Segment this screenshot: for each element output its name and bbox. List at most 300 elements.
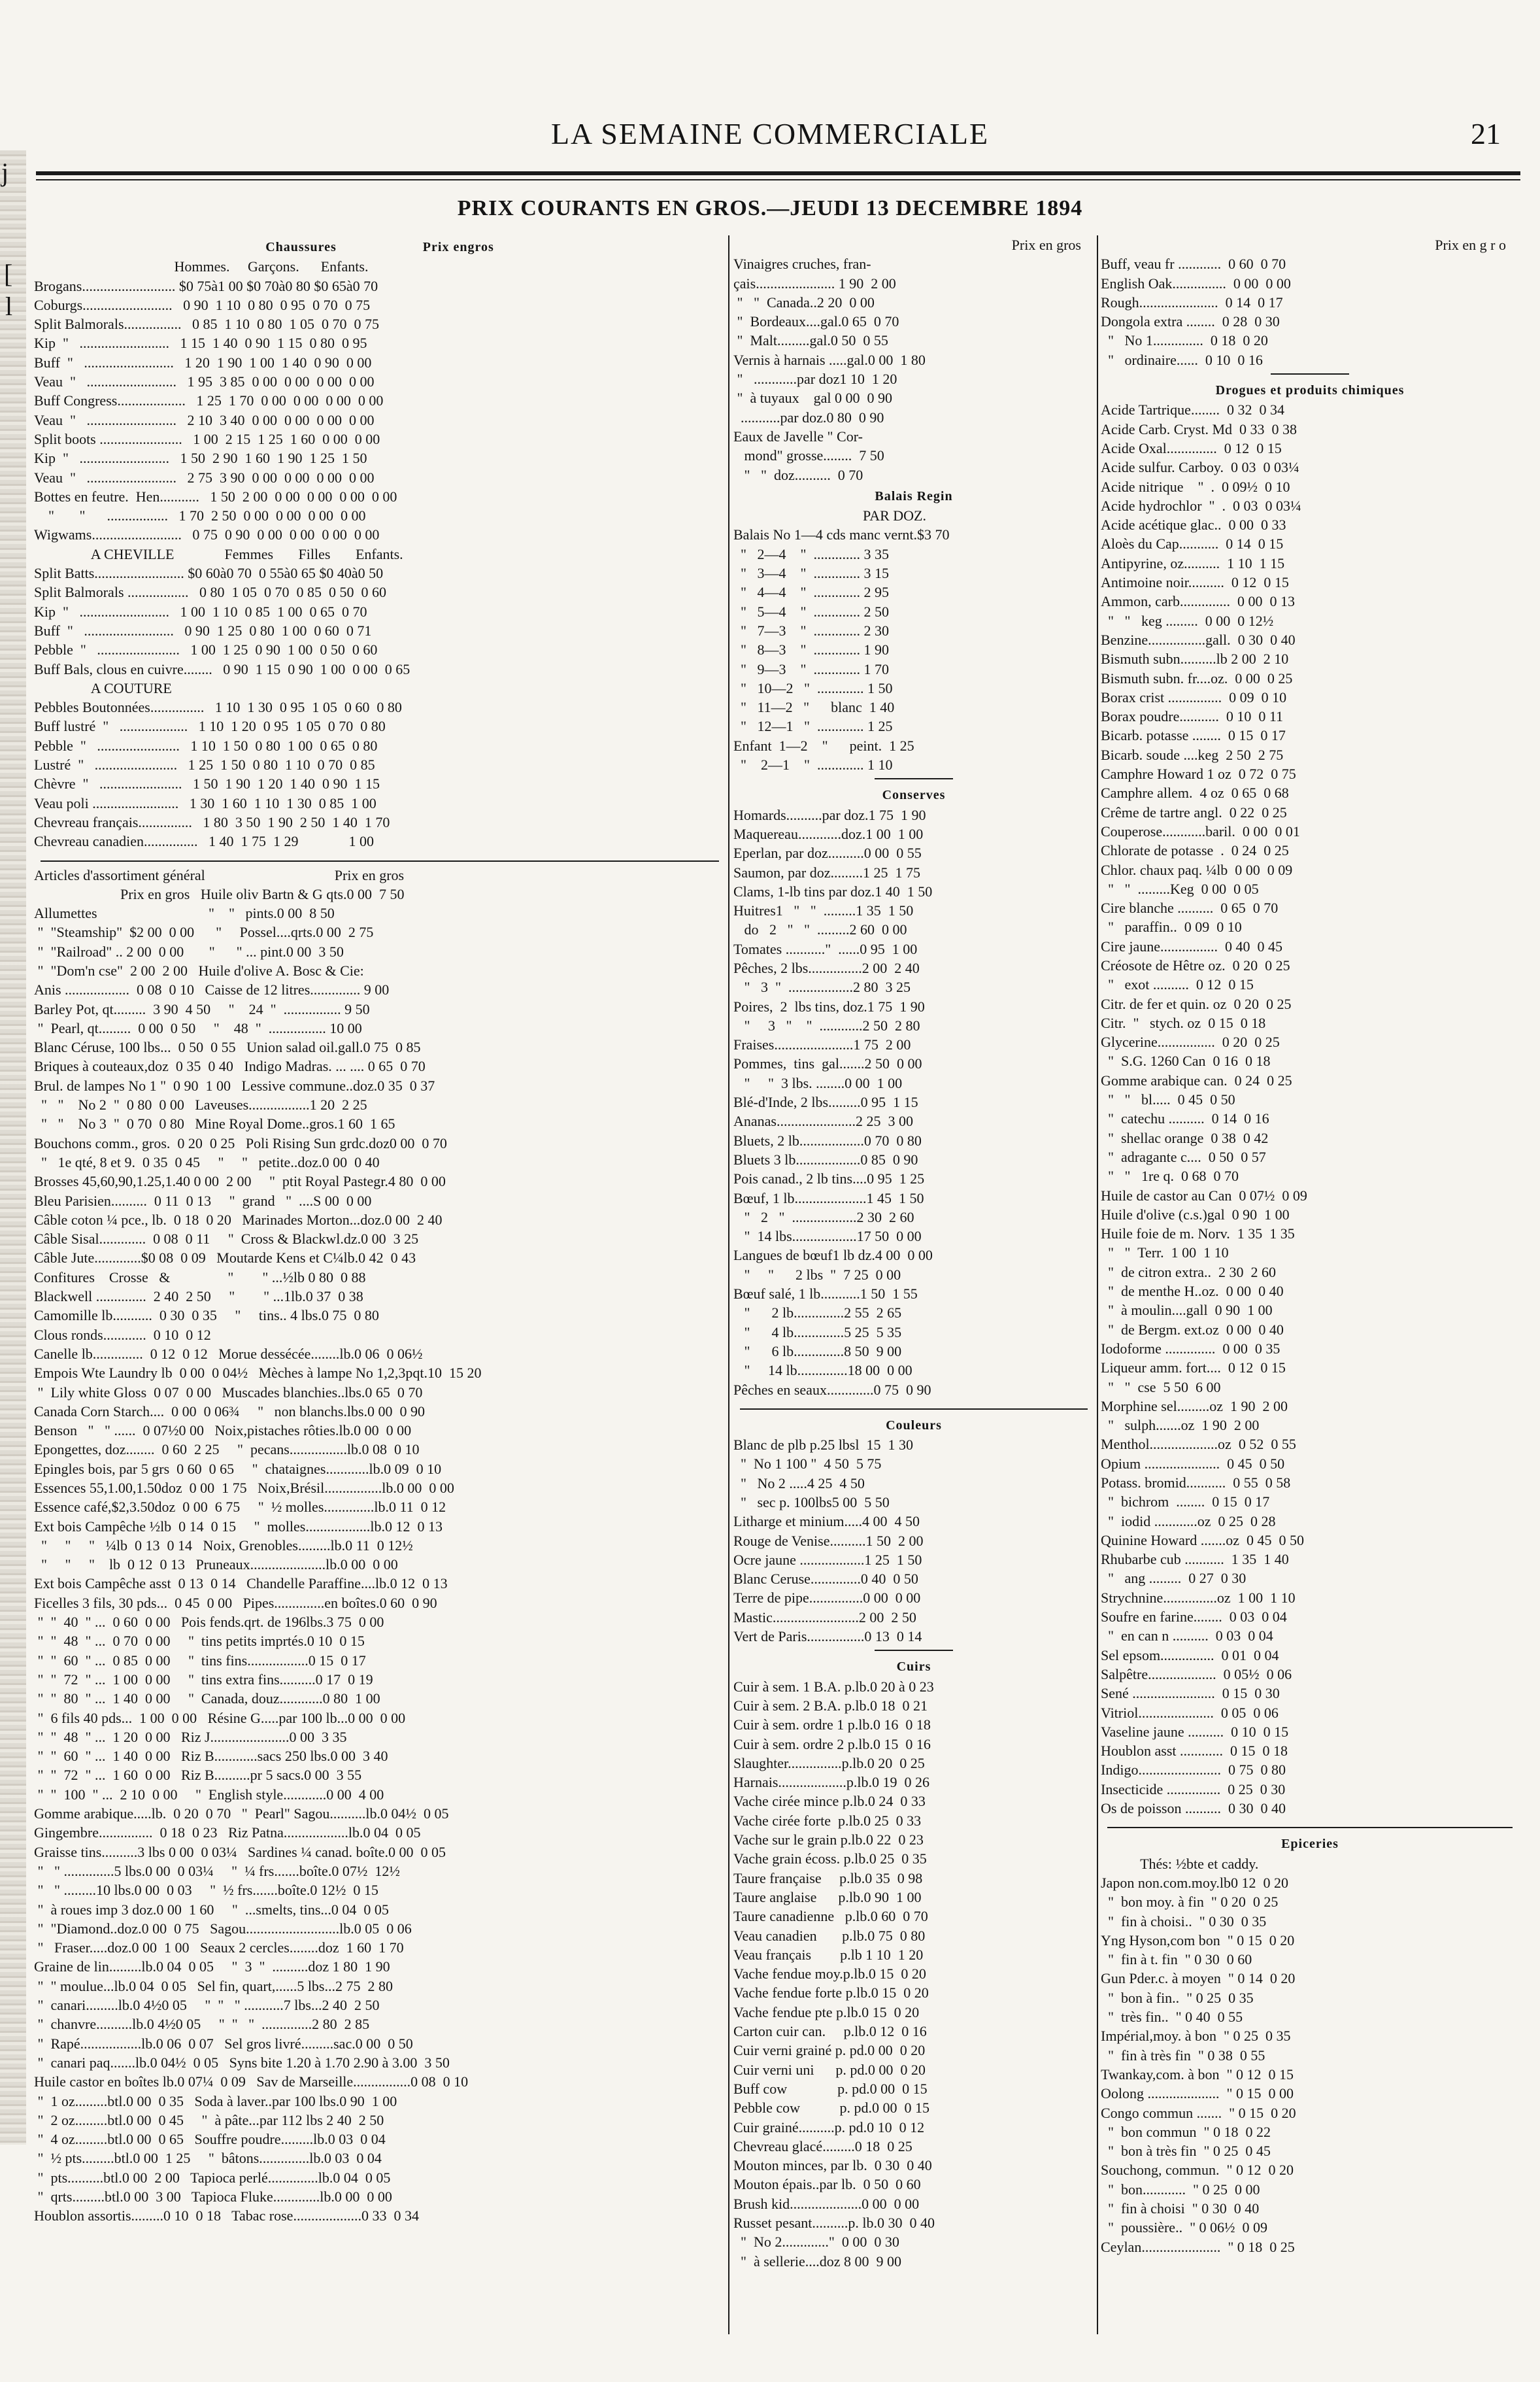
price-line: Brush kid....................0 00 0 00 <box>733 2195 920 2212</box>
price-line: " sec p. 100lbs5 00 5 50 <box>733 1494 890 1510</box>
price-line: Cuir à sem. 2 B.A. p.lb.0 18 0 21 <box>733 1697 928 1714</box>
price-line: Strychnine...............oz 1 00 1 10 <box>1101 1589 1296 1606</box>
price-line: Vitriol..................... 0 05 0 06 <box>1101 1704 1279 1721</box>
price-line: " bon à très fin " 0 25 0 45 <box>1101 2143 1271 2160</box>
price-line: " 14 lbs..................17 50 0 00 <box>733 1228 922 1245</box>
price-line: Mouton minces, par lb. 0 30 0 40 <box>733 2157 932 2174</box>
price-list-title: PRIX COURANTS EN GROS.—JEUDI 13 DECEMBRE 1894 <box>457 196 1083 220</box>
price-line: Slaughter...............p.lb.0 20 0 25 <box>733 1754 925 1771</box>
price-line: Russet pesant..........p. lb.0 30 0 40 <box>733 2214 935 2231</box>
price-line: Vache fendue forte p.lb.0 15 0 20 <box>733 1984 929 2001</box>
price-line: " fin à t. fin " 0 30 0 60 <box>1101 1951 1252 1968</box>
price-line: Chevreau glacé.........0 18 0 25 <box>733 2137 912 2154</box>
price-line: " Lily white Gloss 0 07 0 00 Muscades blanchies..lbs.0 65 0 70 <box>34 1384 423 1401</box>
price-line: " 12—1 " ............. 1 25 <box>733 718 893 735</box>
price-line: " 4—4 " ............. 2 95 <box>733 584 889 601</box>
price-line: Vache grain écoss. p.lb.0 25 0 35 <box>733 1850 927 1867</box>
price-line: " canari paq.......lb.0 04½ 0 05 Syns bite 1.20 à 1.70 2.90 à 3.00 3 50 <box>34 2054 450 2071</box>
margin-mark: [ <box>4 259 13 288</box>
price-line: Quinine Howard .......oz 0 45 0 50 <box>1101 1531 1305 1548</box>
price-line: " 14 lb..............18 00 0 00 <box>733 1362 912 1379</box>
price-line: Split boots ....................... 1 00 2 15 1 25 1 60 0 00 0 00 <box>34 430 380 447</box>
price-line: Cire jaune................ 0 40 0 45 <box>1101 938 1283 955</box>
price-line: Menthol...................oz 0 52 0 55 <box>1101 1436 1296 1453</box>
price-line: " 3 " ..................2 80 3 25 <box>733 979 911 996</box>
column-divider <box>1097 235 1098 2334</box>
price-line: " pts..........btl.0 00 2 00 Tapioca perlé..............lb.0 04 0 05 <box>34 2169 391 2186</box>
price-line: " " ..............5 lbs.0 00 0 03¼ " ¼ frs.......boîte.0 07½ 12½ <box>34 1862 400 1879</box>
section-heading: Chaussures Prix engros <box>265 240 494 254</box>
price-line: Bicarb. potasse ........ 0 15 0 17 <box>1101 727 1286 744</box>
price-line: Harnais...................p.lb.0 19 0 26 <box>733 1774 930 1791</box>
price-line: Kip " ......................... 1 15 1 40 0 90 1 15 0 80 0 95 <box>34 335 367 352</box>
section-rule <box>740 1399 1088 1410</box>
price-line: Congo commun ....... " 0 15 0 20 <box>1101 2104 1296 2121</box>
price-line: Vache sur le grain p.lb.0 22 0 23 <box>733 1831 924 1848</box>
price-line: Chlor. chaux paq. ¼lb 0 00 0 09 <box>1101 861 1293 878</box>
price-line: Pommes, tins gal.......2 50 0 00 <box>733 1055 922 1072</box>
price-line: Graisse tins..........3 lbs 0 00 0 03¼ Sardines ¼ canad. boîte.0 00 0 05 <box>34 1843 446 1860</box>
price-line: Buff Bals, clous en cuivre........ 0 90 1 15 0 90 1 00 0 00 0 65 <box>34 660 410 677</box>
price-line: " shellac orange 0 38 0 42 <box>1101 1129 1269 1146</box>
price-line: Blanc Ceruse..............0 40 0 50 <box>733 1571 918 1588</box>
price-line: " ordinaire...... 0 10 0 16 <box>1101 351 1263 368</box>
price-line: Carton cuir can. p.lb.0 12 0 16 <box>733 2023 927 2040</box>
price-line: Vinaigres cruches, fran- <box>733 256 871 273</box>
price-line: Benzine................gall. 0 30 0 40 <box>1101 631 1296 648</box>
price-line: Câble Jute.............$0 08 0 09 Moutarde Kens et C¼lb.0 42 0 43 <box>34 1250 416 1267</box>
price-line: Souchong, commun. " 0 12 0 20 <box>1101 2162 1294 2179</box>
price-line: " " 72 " ... 1 00 0 00 " tins extra fins..........0 17 0 19 <box>34 1671 373 1688</box>
price-heading: Prix en gros <box>1011 237 1081 253</box>
price-line: Clous ronds............ 0 10 0 12 <box>34 1326 211 1343</box>
price-line: " 9—3 " ............. 1 70 <box>733 660 889 677</box>
price-line: " fin à choisi " 0 30 0 40 <box>1101 2200 1260 2217</box>
price-line: Veau français p.lb 1 10 1 20 <box>733 1946 924 1963</box>
price-line: PAR DOZ. <box>733 507 926 524</box>
price-line: Ext bois Campêche asst 0 13 0 14 Chandelle Paraffine....lb.0 12 0 13 <box>34 1575 448 1592</box>
price-line: Wigwams......................... 0 75 0 90 0 00 0 00 0 00 0 00 <box>34 526 380 543</box>
price-line: " Rapé.................lb.0 06 0 07 Sel gros livré.........sac.0 00 0 50 <box>34 2035 413 2052</box>
price-line: Gomme arabique.....lb. 0 20 0 70 " Pearl" Sagou..........lb.0 04½ 0 05 <box>34 1805 449 1822</box>
price-line: Vaseline jaune .......... 0 10 0 15 <box>1101 1723 1289 1740</box>
price-line: " 7—3 " ............. 2 30 <box>733 622 889 639</box>
price-line: " " moulue...lb.0 04 0 05 Sel fin, quart,......5 lbs...2 75 2 80 <box>34 1977 393 1994</box>
price-line: " " " lb 0 12 0 13 Pruneaux.....................lb.0 00 0 00 <box>34 1556 398 1573</box>
price-line: Japon non.com.moy.lb0 12 0 20 <box>1101 1874 1288 1891</box>
price-line: Câble Sisal............. 0 08 0 11 " Cross & Blackwl.dz.0 00 3 25 <box>34 1231 419 1248</box>
price-line: Antimoine noir.......... 0 12 0 15 <box>1101 574 1289 591</box>
price-line: " paraffin.. 0 09 0 10 <box>1101 919 1242 936</box>
price-line: Eaux de Javelle " Cor- <box>733 428 863 445</box>
price-line: " 3—4 " ............. 3 15 <box>733 565 889 582</box>
price-line: Opium ..................... 0 45 0 50 <box>1101 1455 1285 1472</box>
price-line: Cuir verni grainé p. pd.0 00 0 20 <box>733 2042 926 2059</box>
price-line: Split Batts......................... $0 60à0 70 0 55à0 65 $0 40à0 50 <box>34 565 384 582</box>
price-line: " " 48 " ... 0 70 0 00 " tins petits imprtés.0 10 0 15 <box>34 1633 365 1650</box>
price-line: " " bl..... 0 45 0 50 <box>1101 1091 1235 1108</box>
price-line: " sulph.......oz 1 90 2 00 <box>1101 1417 1260 1434</box>
price-line: " No 1 100 " 4 50 5 75 <box>733 1455 882 1472</box>
price-line: " 6 fils 40 pds... 1 00 0 00 Résine G.....par 100 lb...0 00 0 00 <box>34 1709 406 1726</box>
price-line: Vache cirée mince p.lb.0 24 0 33 <box>733 1793 926 1810</box>
price-line: " très fin.. " 0 40 0 55 <box>1101 2009 1243 2026</box>
price-line: Buff cow p. pd.0 00 0 15 <box>733 2080 928 2097</box>
price-line: Camphre Howard 1 oz 0 72 0 75 <box>1101 766 1296 783</box>
price-line: " " .........10 lbs.0 00 0 03 " ½ frs.......boîte.0 12½ 0 15 <box>34 1882 378 1899</box>
margin-mark: l <box>5 292 13 321</box>
price-line: " Malt.........gal.0 50 0 55 <box>733 332 888 349</box>
price-line: Bluets 3 lb..................0 85 0 90 <box>733 1151 918 1168</box>
price-line: Ammon, carb.............. 0 00 0 13 <box>1101 593 1295 610</box>
price-line: " fin à choisi.. " 0 30 0 35 <box>1101 1913 1267 1930</box>
price-line: " à moulin....gall 0 90 1 00 <box>1101 1302 1273 1319</box>
price-line: Insecticide ............... 0 25 0 30 <box>1101 1780 1286 1797</box>
price-line: Glycerine................ 0 20 0 25 <box>1101 1034 1280 1051</box>
price-line: " à sellerie....doz 8 00 9 00 <box>733 2253 902 2270</box>
price-line: " bichrom ........ 0 15 0 17 <box>1101 1493 1270 1510</box>
price-line: " 1e qté, 8 et 9. 0 35 0 45 " " petite..doz.0 00 0 40 <box>34 1153 380 1170</box>
price-line: Vert de Paris................0 13 0 14 <box>733 1628 922 1645</box>
price-line: Acide hydrochlor " . 0 03 0 03¼ <box>1101 497 1301 514</box>
price-line: Antipyrine, oz.......... 1 10 1 15 <box>1101 554 1285 571</box>
price-line: Chevreau français............... 1 80 3 50 1 90 2 50 1 40 1 70 <box>34 813 390 830</box>
price-line: " " 60 " ... 1 40 0 00 Riz B............sacs 250 lbs.0 00 3 40 <box>34 1748 388 1765</box>
price-line: " " cse 5 50 6 00 <box>1101 1378 1221 1395</box>
price-line: " " 3 lbs. ........0 00 1 00 <box>733 1074 903 1091</box>
price-line: Benson " " ...... 0 07½0 00 Noix,pistaches rôties.lb.0 00 0 00 <box>34 1422 412 1439</box>
price-line: Borax crist ............... 0 09 0 10 <box>1101 689 1287 706</box>
price-line: Cuir verni uni p. pd.0 00 0 20 <box>733 2061 926 2078</box>
price-line: Coburgs......................... 0 90 1 10 0 80 0 95 0 70 0 75 <box>34 296 371 313</box>
price-line: Iodoforme .............. 0 00 0 35 <box>1101 1340 1281 1357</box>
price-line: Huile foie de m. Norv. 1 35 1 35 <box>1101 1225 1295 1242</box>
price-line: Bismuth subn. fr....oz. 0 00 0 25 <box>1101 670 1293 687</box>
price-line: Acide nitrique " . 0 09½ 0 10 <box>1101 478 1290 495</box>
price-line: " qrts.........btl.0 00 3 00 Tapioca Fluke.............lb.0 00 0 00 <box>34 2188 392 2205</box>
price-line: Cuir à sem. ordre 2 p.lb.0 15 0 16 <box>733 1735 931 1752</box>
price-line: Blackwell .............. 2 40 2 50 " " ...1lb.0 37 0 38 <box>34 1288 363 1305</box>
price-line: " catechu .......... 0 14 0 16 <box>1101 1110 1269 1127</box>
price-line: Bottes en feutre. Hen........... 1 50 2 00 0 00 0 00 0 00 0 00 <box>34 488 397 505</box>
short-rule <box>875 778 953 779</box>
column-drogues-epiceries <box>1101 235 1519 2256</box>
price-line: " de menthe H..oz. 0 00 0 40 <box>1101 1283 1284 1300</box>
price-line: Blanc de plb p.25 lbsl 15 1 30 <box>733 1437 913 1454</box>
price-line: Litharge et minium.....4 00 4 50 <box>733 1513 920 1530</box>
price-line: Sené ....................... 0 15 0 30 <box>1101 1685 1280 1702</box>
column-divider <box>728 235 729 2334</box>
price-line: Buff " ......................... 0 90 1 25 0 80 1 00 0 60 0 71 <box>34 622 372 639</box>
price-line: " 6 lb..............8 50 9 00 <box>733 1342 902 1359</box>
price-line: Oolong .................... " 0 15 0 00 <box>1101 2085 1294 2102</box>
column-chaussures-articles <box>34 235 726 2226</box>
price-line: Allumettes " " pints.0 00 8 50 <box>34 905 335 922</box>
price-line: Thés: ½bte et caddy. <box>1101 1855 1259 1872</box>
price-line: Brosses 45,60,90,1.25,1.40 0 00 2 00 " ptit Royal Pastegr.4 80 0 00 <box>34 1173 446 1190</box>
price-line: " No 2 .....4 25 4 50 <box>733 1474 865 1491</box>
price-line: " de Bergm. ext.oz 0 00 0 40 <box>1101 1321 1284 1338</box>
price-line: " à tuyaux gal 0 00 0 90 <box>733 390 892 407</box>
price-line: " No 2............." 0 00 0 30 <box>733 2234 899 2251</box>
section-heading: Balais Regin <box>875 488 953 503</box>
header-rule <box>36 171 1520 175</box>
price-line: " 5—4 " ............. 2 50 <box>733 603 889 620</box>
price-line: Bœuf, 1 lb....................1 45 1 50 <box>733 1189 924 1206</box>
price-line: " 4 lb..............5 25 5 35 <box>733 1323 902 1340</box>
price-line: " canari.........lb.0 4½0 05 " " " ...........7 lbs...2 40 2 50 <box>34 1997 380 2014</box>
price-line: ...........par doz.0 80 0 90 <box>733 409 884 426</box>
price-line: " "Diamond..doz.0 00 0 75 Sagou..........................lb.0 05 0 06 <box>34 1920 412 1937</box>
price-line: " poussière.. " 0 06½ 0 09 <box>1101 2219 1268 2236</box>
price-line: " "Steamship" $2 00 0 00 " Possel....qrts.0 00 2 75 <box>34 924 374 941</box>
price-line: Indigo....................... 0 75 0 80 <box>1101 1761 1286 1778</box>
price-line: Soufre en farine........ 0 03 0 04 <box>1101 1608 1287 1625</box>
price-line: " " doz.......... 0 70 <box>733 466 863 483</box>
price-line: Ananas......................2 25 3 00 <box>733 1113 913 1130</box>
price-line: " Fraser.....doz.0 00 1 00 Seaux 2 cercles........doz 1 60 1 70 <box>34 1939 404 1956</box>
price-line: " bon à fin.. " 0 25 0 35 <box>1101 1989 1254 2006</box>
price-line: Créosote de Hêtre oz. 0 20 0 25 <box>1101 957 1290 974</box>
section-heading: Drogues et produits chimiques <box>1215 383 1405 398</box>
price-line: Graine de lin.........lb.0 04 0 05 " 3 " ..........doz 1 80 1 90 <box>34 1958 390 1975</box>
price-line: Brul. de lampes No 1 " 0 90 1 00 Lessive commune..doz.0 35 0 37 <box>34 1077 435 1094</box>
price-line: " " 2 lbs " 7 25 0 00 <box>733 1266 901 1283</box>
section-rule <box>41 851 719 862</box>
price-line: Canada Corn Starch.... 0 00 0 06¾ " non blanchs.lbs.0 00 0 90 <box>34 1403 426 1420</box>
price-line: " Pearl, qt......... 0 00 0 50 " 48 " ................ 10 00 <box>34 1019 362 1036</box>
price-line: Couperose............baril. 0 00 0 01 <box>1101 823 1300 840</box>
price-line: Fraises......................1 75 2 00 <box>733 1036 911 1053</box>
price-line: mond" grosse........ 7 50 <box>733 447 884 464</box>
price-line: " 8—3 " ............. 1 90 <box>733 641 889 658</box>
price-line: " Bordeaux....gal.0 65 0 70 <box>733 313 899 330</box>
price-line: Borax poudre........... 0 10 0 11 <box>1101 708 1284 725</box>
price-line: " " 60 " ... 0 85 0 00 " tins fins.................0 15 0 17 <box>34 1652 366 1669</box>
price-line: Barley Pot, qt......... 3 90 4 50 " 24 " ................ 9 50 <box>34 1000 370 1017</box>
price-line: " 2—1 " ............. 1 10 <box>733 757 893 774</box>
price-line: " " ................. 1 70 2 50 0 00 0 00 0 00 0 00 <box>34 507 366 524</box>
binding-edge <box>0 150 26 2145</box>
price-line: " " 48 " ... 1 20 0 00 Riz J......................0 00 3 35 <box>34 1728 347 1745</box>
price-line: " de citron extra.. 2 30 2 60 <box>1101 1263 1277 1280</box>
price-line: " 2 " ..................2 30 2 60 <box>733 1208 914 1225</box>
price-line: Rouge de Venise..........1 50 2 00 <box>733 1532 924 1549</box>
price-line: Pebble " ....................... 1 10 1 50 0 80 1 00 0 65 0 80 <box>34 737 378 754</box>
price-line: " 2 lb..............2 55 2 65 <box>733 1304 902 1321</box>
price-line: Vache fendue pte p.lb.0 15 0 20 <box>733 2003 920 2020</box>
price-line: Liqueur amm. fort.... 0 12 0 15 <box>1101 1359 1286 1376</box>
price-line: " " Canada..2 20 0 00 <box>733 294 875 311</box>
section-heading: Couleurs <box>886 1418 942 1433</box>
price-line: Pebble " ....................... 1 00 1 25 0 90 1 00 0 50 0 60 <box>34 641 378 658</box>
price-line: Bicarb. soude ....keg 2 50 2 75 <box>1101 746 1284 763</box>
price-line: Tomates ..........." ......0 95 1 00 <box>733 940 918 957</box>
price-line: Canelle lb.............. 0 12 0 12 Morue dessécée........lb.0 06 0 06½ <box>34 1345 423 1362</box>
price-line: Taure française p.lb.0 35 0 98 <box>733 1869 923 1886</box>
price-line: " " " ¼lb 0 13 0 14 Noix, Grenobles.........lb.0 11 0 12½ <box>34 1537 413 1554</box>
price-line: Homards..........par doz.1 75 1 90 <box>733 806 926 823</box>
price-line: Taure anglaise p.lb.0 90 1 00 <box>733 1888 922 1905</box>
price-line: Kip " ......................... 1 50 2 90 1 60 1 90 1 25 1 50 <box>34 450 367 467</box>
price-line: Pois canad., 2 lb tins....0 95 1 25 <box>733 1170 925 1187</box>
price-line: Bouchons comm., gros. 0 20 0 25 Poli Rising Sun grdc.doz0 00 0 70 <box>34 1134 447 1151</box>
price-line: Terre de pipe...............0 00 0 00 <box>733 1590 921 1607</box>
price-line: Confitures Crosse & " " ...½lb 0 80 0 88 <box>34 1268 366 1285</box>
price-line: Veau canadien p.lb.0 75 0 80 <box>733 1927 926 1944</box>
price-line: Potass. bromid........... 0 55 0 58 <box>1101 1474 1291 1491</box>
price-line: Epongettes, doz........ 0 60 2 25 " pecans................lb.0 08 0 10 <box>34 1441 420 1458</box>
price-line: Gomme arabique can. 0 24 0 25 <box>1101 1072 1292 1089</box>
price-line: Huile castor en boîtes lb.0 07¼ 0 09 Sav de Marseille................0 08 0 10 <box>34 2073 469 2090</box>
price-line: Twankay,com. à bon " 0 12 0 15 <box>1101 2066 1294 2083</box>
section-heading: Epiceries <box>1281 1837 1339 1852</box>
price-line: Pebble cow p. pd.0 00 0 15 <box>733 2100 930 2117</box>
price-line: Sel epsom............... 0 01 0 04 <box>1101 1646 1279 1663</box>
price-line: Vache cirée forte p.lb.0 25 0 33 <box>733 1812 922 1829</box>
price-line: Clams, 1-lb tins par doz.1 40 1 50 <box>733 883 933 900</box>
price-line: Pêches, 2 lbs...............2 00 2 40 <box>733 959 920 976</box>
short-rule <box>875 1650 953 1651</box>
price-line: Veau " ......................... 2 10 3 40 0 00 0 00 0 00 0 00 <box>34 411 375 428</box>
price-line: Veau " ......................... 1 95 3 85 0 00 0 00 0 00 0 00 <box>34 373 375 390</box>
price-line: Ext bois Campêche ½lb 0 14 0 15 " molles..................lb.0 12 0 13 <box>34 1518 443 1535</box>
price-line: Os de poisson .......... 0 30 0 40 <box>1101 1800 1286 1817</box>
price-line: Huile de castor au Can 0 07½ 0 09 <box>1101 1187 1307 1204</box>
price-line: Aloès du Cap........... 0 14 0 15 <box>1101 536 1284 553</box>
price-line: Crême de tartre angl. 0 22 0 25 <box>1101 804 1287 821</box>
price-line: " ang ......... 0 27 0 30 <box>1101 1570 1247 1587</box>
price-line: Citr. de fer et quin. oz 0 20 0 25 <box>1101 995 1292 1012</box>
price-heading: Prix en g r o <box>1435 237 1506 253</box>
price-line: " " .........Keg 0 00 0 05 <box>1101 880 1259 897</box>
price-line: Bismuth subn..........lb 2 00 2 10 <box>1101 651 1289 668</box>
price-line: Enfant 1—2 " peint. 1 25 <box>733 737 914 754</box>
price-line: Balais No 1—4 cds manc vernt.$3 70 <box>733 526 950 543</box>
price-line: Empois Wte Laundry lb 0 00 0 04½ Mèches à lampe No 1,2,3pqt.10 15 20 <box>34 1365 482 1382</box>
price-line: Buff " ......................... 1 20 1 90 1 00 1 40 0 90 0 00 <box>34 354 372 371</box>
price-line: Dongola extra ........ 0 28 0 30 <box>1101 313 1280 330</box>
price-line: " à roues imp 3 doz.0 00 1 60 " ...smelts, tins...0 04 0 05 <box>34 1901 389 1918</box>
price-line: Bleu Parisien.......... 0 11 0 13 " grand " ....S 00 0 00 <box>34 1192 372 1209</box>
price-line: " 3 " " ............2 50 2 80 <box>733 1017 920 1034</box>
price-line: " "Dom'n cse" 2 00 2 00 Huile d'olive A. Bosc & Cie: <box>34 962 364 979</box>
price-line: " iodid ............oz 0 25 0 28 <box>1101 1512 1276 1529</box>
price-line: Essences 55,1.00,1.50doz 0 00 1 75 Noix,Brésil................lb.0 00 0 00 <box>34 1480 454 1496</box>
price-line: " S.G. 1260 Can 0 16 0 18 <box>1101 1053 1271 1070</box>
price-line: " " 72 " ... 1 60 0 00 Riz B..........pr 5 sacs.0 00 3 55 <box>34 1767 362 1784</box>
price-line: Acide Tartrique........ 0 32 0 34 <box>1101 401 1284 418</box>
price-line: Chlorate de potasse . 0 24 0 25 <box>1101 842 1289 859</box>
price-line: Cuir grainé..........p. pd.0 10 0 12 <box>733 2118 925 2135</box>
price-line: Prix en gros Huile oliv Bartn & G qts.0 00 7 50 <box>34 885 405 902</box>
price-line: " " No 2 " 0 80 0 00 Laveuses.................1 20 2 25 <box>34 1097 367 1114</box>
price-line: " bon............ " 0 25 0 00 <box>1101 2181 1260 2198</box>
price-line: Blé-d'Inde, 2 lbs.........0 95 1 15 <box>733 1094 918 1111</box>
price-line: " " 80 " ... 1 40 0 00 " Canada, douz............0 80 1 00 <box>34 1690 380 1707</box>
price-line: " ½ pts.........btl.0 00 1 25 " bâtons..............lb.0 03 0 04 <box>34 2150 382 2167</box>
price-line: Eperlan, par doz..........0 00 0 55 <box>733 845 922 862</box>
price-line: Veau " ......................... 2 75 3 90 0 00 0 00 0 00 0 00 <box>34 469 375 486</box>
price-line: Vernis à harnais .....gal.0 00 1 80 <box>733 351 926 368</box>
page-title: LA SEMAINE COMMERCIALE <box>550 117 990 150</box>
price-line: " bon commun " 0 18 0 22 <box>1101 2123 1271 2140</box>
price-line: Maquereau............doz.1 00 1 00 <box>733 825 924 842</box>
price-line: " chanvre..........lb.0 4½0 05 " " " ..............2 80 2 85 <box>34 2016 370 2033</box>
header-rule-thin <box>36 179 1520 180</box>
price-line: " exot .......... 0 12 0 15 <box>1101 976 1254 993</box>
price-line: Brogans.......................... $0 75à1 00 $0 70à0 80 $0 65à0 70 <box>34 277 378 294</box>
price-line: Blanc Céruse, 100 lbs... 0 50 0 55 Union salad oil.gall.0 75 0 85 <box>34 1039 421 1056</box>
price-line: Cuir à sem. ordre 1 p.lb.0 16 0 18 <box>733 1716 931 1733</box>
price-line: " 4 oz.........btl.0 00 0 65 Souffre poudre.........lb.0 03 0 04 <box>34 2131 386 2148</box>
price-line: Yng Hyson,com bon " 0 15 0 20 <box>1101 1931 1295 1948</box>
price-line: " " 40 " ... 0 60 0 00 Pois fends.qrt. de 196lbs.3 75 0 00 <box>34 1614 384 1631</box>
price-line: Acide Oxal.............. 0 12 0 15 <box>1101 439 1282 456</box>
price-line: A COUTURE <box>34 679 172 696</box>
price-line: Vache fendue moy.p.lb.0 15 0 20 <box>733 1965 926 1982</box>
price-line: Split Balmorals................ 0 85 1 10 0 80 1 05 0 70 0 75 <box>34 316 379 333</box>
price-line: Anis .................. 0 08 0 10 Caisse de 12 litres.............. 9 00 <box>34 981 390 998</box>
price-line: Morphine sel.........oz 1 90 2 00 <box>1101 1397 1288 1414</box>
price-line: Chèvre " ....................... 1 50 1 90 1 20 1 40 0 90 1 15 <box>34 775 380 792</box>
price-line: Cuir à sem. 1 B.A. p.lb.0 20 à 0 23 <box>733 1678 934 1695</box>
price-line: Langues de bœuf1 lb dz.4 00 0 00 <box>733 1247 933 1264</box>
price-line: " " 100 " ... 2 10 0 00 " English style............0 00 4 00 <box>34 1786 384 1803</box>
section-heading: Cuirs <box>896 1659 931 1675</box>
section-heading: Conserves <box>882 788 946 803</box>
price-line: Houblon assortis.........0 10 0 18 Tabac rose...................0 33 0 34 <box>34 2207 419 2224</box>
price-line: Poires, 2 lbs tins, doz.1 75 1 90 <box>733 998 925 1015</box>
price-line: Chevreau canadien............... 1 40 1 75 1 29 1 00 <box>34 833 374 850</box>
price-line: Essence café,$2,3.50doz 0 00 6 75 " ½ molles..............lb.0 11 0 12 <box>34 1499 446 1516</box>
price-line: " bon moy. à fin " 0 20 0 25 <box>1101 1894 1279 1911</box>
price-line: Huile d'olive (c.s.)gal 0 90 1 00 <box>1101 1206 1290 1223</box>
price-line: Gun Pder.c. à moyen " 0 14 0 20 <box>1101 1970 1296 1987</box>
price-line: Hommes. Garçons. Enfants. <box>34 258 369 275</box>
price-line: Rhubarbe cub ........... 1 35 1 40 <box>1101 1551 1289 1568</box>
price-line: Rough...................... 0 14 0 17 <box>1101 294 1283 311</box>
short-rule <box>1271 373 1349 375</box>
section-rule <box>1107 1818 1513 1828</box>
price-line: Salpêtre................... 0 05½ 0 06 <box>1101 1665 1292 1682</box>
price-line: Veau poli ........................ 1 30 1 60 1 10 1 30 0 85 1 00 <box>34 794 377 811</box>
price-line: Bluets, 2 lb..................0 70 0 80 <box>733 1132 922 1149</box>
price-line: Articles d'assortiment général Prix en gros <box>34 866 405 883</box>
price-line: Ocre jaune ..................1 25 1 50 <box>733 1551 922 1568</box>
price-line: Acide acétique glac.. 0 00 0 33 <box>1101 517 1286 534</box>
price-line: " 2 oz.........btl.0 00 0 45 " à pâte...par 112 lbs 2 40 2 50 <box>34 2111 384 2128</box>
price-line: Pêches en seaux.............0 75 0 90 <box>733 1381 931 1398</box>
price-line: " 2—4 " ............. 3 35 <box>733 545 889 562</box>
price-line: A CHEVILLE Femmes Filles Enfants. <box>34 545 403 562</box>
price-line: Camphre allem. 4 oz 0 65 0 68 <box>1101 785 1289 802</box>
page-header <box>26 116 1514 162</box>
price-line: Bœuf salé, 1 lb...........1 50 1 55 <box>733 1285 918 1302</box>
price-line: " fin à très fin " 0 38 0 55 <box>1101 2047 1265 2064</box>
price-line: " "Railroad" .. 2 00 0 00 " " ... pint.0 00 3 50 <box>34 943 344 960</box>
price-line: Saumon, par doz.........1 25 1 75 <box>733 864 920 881</box>
price-line: do 2 " " .........2 60 0 00 <box>733 921 907 938</box>
price-line: Briques à couteaux,doz 0 35 0 40 Indigo Madras. ... .... 0 65 0 70 <box>34 1058 426 1075</box>
price-line: Cire blanche .......... 0 65 0 70 <box>1101 900 1279 917</box>
price-line: " ............par doz1 10 1 20 <box>733 371 897 388</box>
price-line: Câble coton ¼ pce., lb. 0 18 0 20 Marinades Morton...doz.0 00 2 40 <box>34 1211 443 1228</box>
price-line: çais...................... 1 90 2 00 <box>733 275 896 292</box>
price-line: Epingles bois, par 5 grs 0 60 0 65 " chataignes............lb.0 09 0 10 <box>34 1460 442 1477</box>
price-line: Buff lustré " ................... 1 10 1 20 0 95 1 05 0 70 0 80 <box>34 718 386 735</box>
price-line: Acide Carb. Cryst. Md 0 33 0 38 <box>1101 420 1297 437</box>
